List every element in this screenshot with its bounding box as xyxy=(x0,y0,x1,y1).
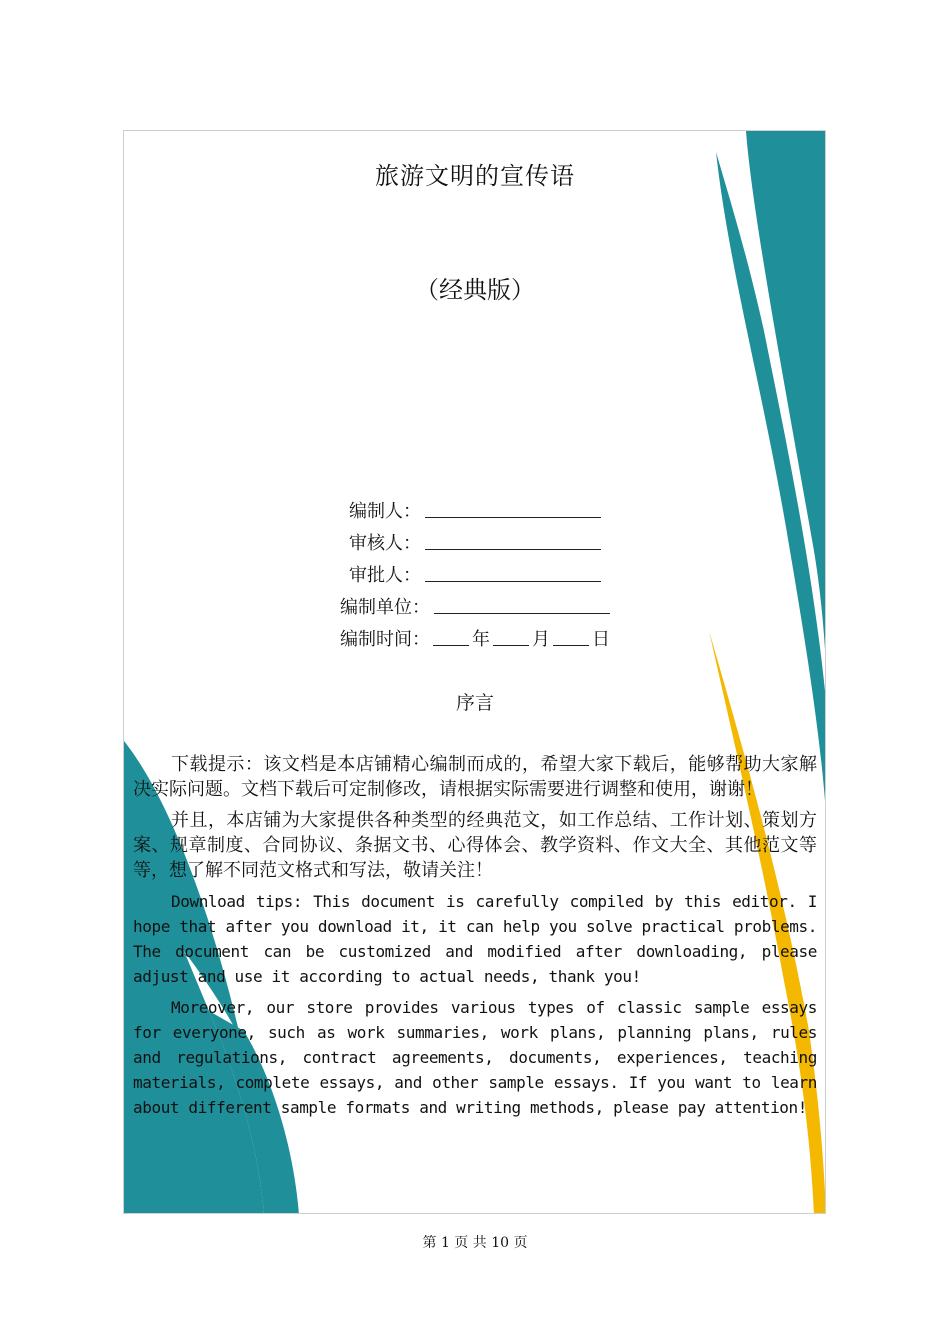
date-label: 编制时间： xyxy=(340,629,430,650)
unit-label: 编制单位： xyxy=(340,597,430,618)
day-field[interactable] xyxy=(553,631,589,646)
reviewer-field[interactable] xyxy=(425,535,601,550)
paragraph-store-info-en: Moreover, our store provides various types of classic sample essays for everyone, such as work summaries, work plans, planning plans, rules and regulations, contract agreements, documents, experiences, teaching materials, complete essays, and other sample essays. If you want to learn about different sample formats and writing methods, please pay attention! xyxy=(133,998,817,1117)
document-subtitle: （经典版） xyxy=(415,276,535,304)
editor-label: 编制人： xyxy=(349,501,421,522)
document-title: 旅游文明的宣传语 xyxy=(375,162,575,190)
paragraph-download-tip-zh: 下载提示：该文档是本店铺精心编制而成的，希望大家下载后，能够帮助大家解决实际问题。文档下载后可定制修改，请根据实际需要进行调整和使用，谢谢！ xyxy=(133,754,817,800)
page-footer: 第 1 页 共 10 页 xyxy=(422,1235,528,1251)
month-label: 月 xyxy=(532,629,550,650)
approver-field[interactable] xyxy=(425,567,601,582)
month-field[interactable] xyxy=(493,631,529,646)
preface-heading: 序言 xyxy=(455,692,494,714)
year-label: 年 xyxy=(472,629,490,650)
day-label: 日 xyxy=(592,629,610,650)
meta-editor-row xyxy=(0,494,950,526)
editor-field[interactable] xyxy=(425,503,601,518)
meta-approver-row xyxy=(0,558,950,590)
approver-label: 审批人： xyxy=(349,565,421,586)
unit-field[interactable] xyxy=(434,599,610,614)
meta-reviewer-row xyxy=(0,526,950,558)
reviewer-label: 审核人： xyxy=(349,533,421,554)
meta-unit-row xyxy=(0,590,950,622)
body-text xyxy=(133,752,817,1126)
meta-date-row xyxy=(0,622,950,654)
paragraph-store-info-zh: 并且，本店铺为大家提供各种类型的经典范文，如工作总结、工作计划、策划方案、规章制度、合同协议、条据文书、心得体会、教学资料、作文大全、其他范文等等，想了解不同范文格式和写法，敬请关注！ xyxy=(133,810,817,881)
paragraph-download-tip-en: Download tips: This document is carefully compiled by this editor. I hope that after you download it, it can help you solve practical problems. The document can be customized and modified after downloading, please adjust and use it according to actual needs, thank you! xyxy=(133,892,817,986)
meta-block xyxy=(0,494,950,654)
year-field[interactable] xyxy=(433,631,469,646)
